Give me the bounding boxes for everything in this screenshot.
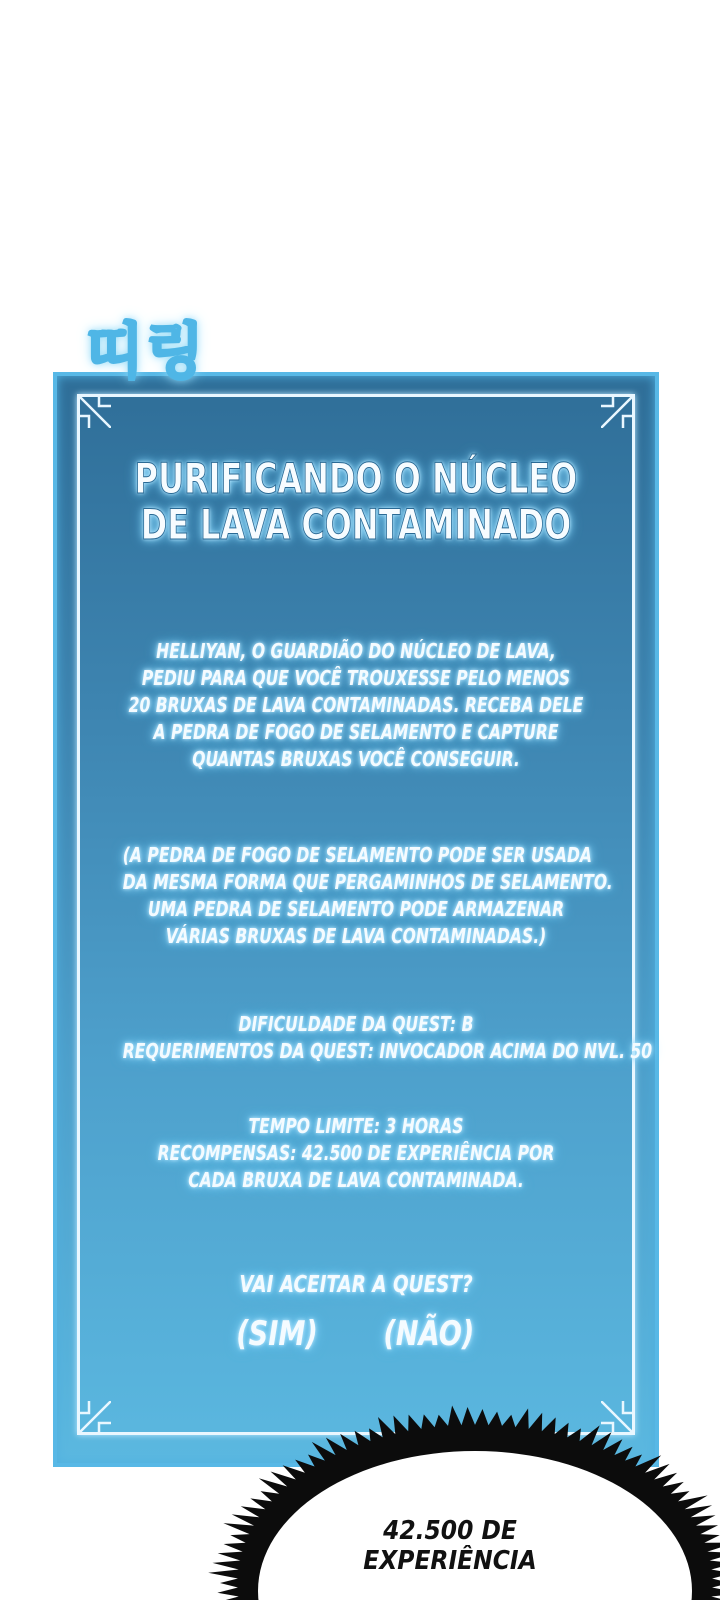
quest-window [53, 372, 659, 1467]
description-line: PEDIU PARA QUE VOCÊ TROUXESSE PELO MENOS [141, 666, 571, 690]
quest-title [129, 456, 583, 548]
quest-title-line: DE LAVA CONTAMINADO [140, 500, 572, 549]
frame-corner-ornament [77, 394, 111, 428]
note-line: VÁRIAS BRUXAS DE LAVA CONTAMINADAS.) [165, 924, 547, 948]
choice-buttons [57, 1314, 655, 1354]
speech-line: EXPERIÊNCIA [363, 1546, 537, 1576]
reward-line: RECOMPENSAS: 42.500 DE EXPERIÊNCIA POR [157, 1141, 555, 1165]
note-line: DA MESMA FORMA QUE PERGAMINHOS DE SELAMENTO. [122, 870, 613, 894]
decline-button[interactable]: (NÃO) [383, 1314, 475, 1354]
requirements-line: REQUERIMENTOS DA QUEST: INVOCADOR ACIMA DO NVL. 50 [122, 1039, 653, 1063]
time-limit-line: TEMPO LIMITE: 3 HORAS [248, 1114, 464, 1138]
description-line: QUANTAS BRUXAS VOCÊ CONSEGUIR. [192, 747, 520, 771]
accept-button[interactable]: (SIM) [236, 1314, 318, 1354]
difficulty-line: DIFICULDADE DA QUEST: B [238, 1012, 474, 1036]
quest-title-line: PURIFICANDO O NÚCLEO [134, 454, 578, 503]
quest-description [123, 638, 589, 773]
description-line: HELLIYAN, O GUARDIÃO DO NÚCLEO DE LAVA, [156, 639, 556, 663]
note-line: (A PEDRA DE FOGO DE SELAMENTO PODE SER USADA [122, 843, 592, 867]
note-line: UMA PEDRA DE SELAMENTO PODE ARMAZENAR [147, 897, 565, 921]
speech-burst-text [342, 1516, 558, 1576]
reward-line: CADA BRUXA DE LAVA CONTAMINADA. [188, 1168, 524, 1192]
speech-line: 42.500 DE [383, 1516, 517, 1546]
quest-note [122, 842, 613, 950]
quest-rewards [123, 1113, 589, 1194]
quest-difficulty [122, 1011, 653, 1065]
frame-corner-ornament [601, 394, 635, 428]
frame-corner-ornament [77, 1401, 111, 1435]
accept-question: VAI ACEITAR A QUEST? [239, 1272, 473, 1298]
description-line: 20 BRUXAS DE LAVA CONTAMINADAS. RECEBA DELE [128, 693, 584, 717]
sound-effect-text: 띠링 [86, 317, 206, 387]
description-line: A PEDRA DE FOGO DE SELAMENTO E CAPTURE [153, 720, 559, 744]
